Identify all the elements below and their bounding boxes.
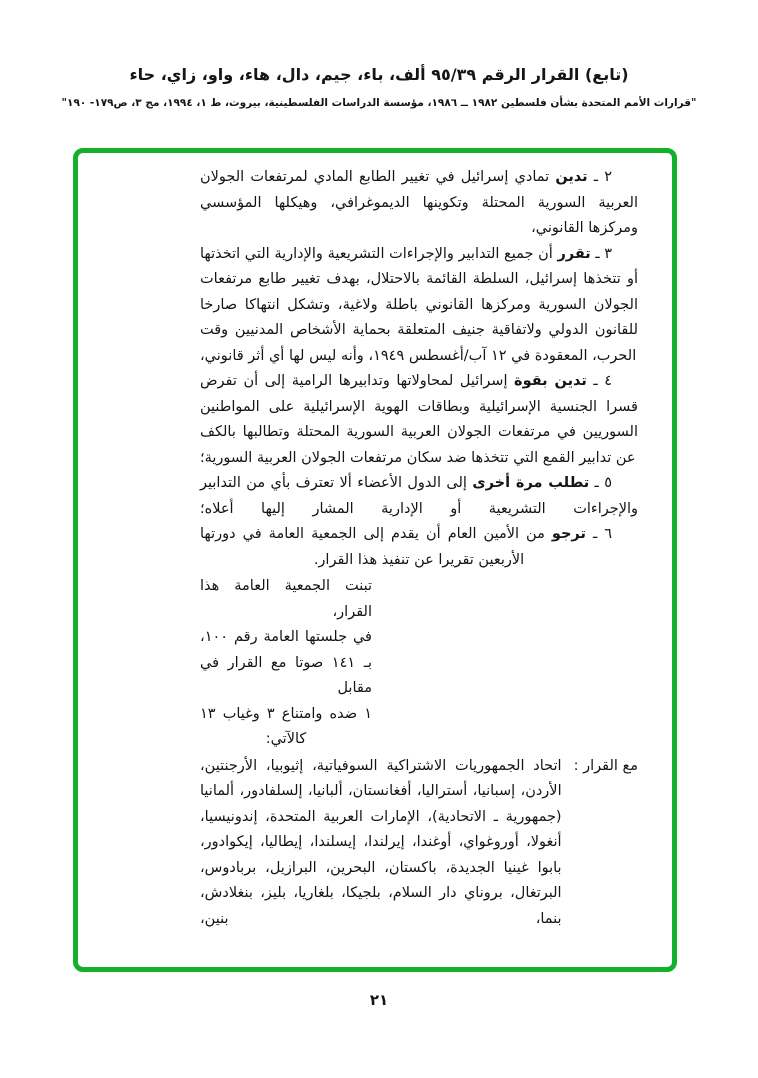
adoption-note-line: ١ ضده وامتناع ٣ وغياب ١٣ <box>200 705 373 722</box>
paragraph-lead: تدين <box>555 169 588 185</box>
paragraph-lead: تطلب مرة أخرى <box>472 475 590 491</box>
adoption-vote-note <box>200 574 372 753</box>
paragraph-number: ٢ ـ <box>593 169 612 185</box>
paragraph-lead: تقرر <box>557 245 591 262</box>
resolution-paragraph-3 <box>200 242 638 370</box>
vote-for-countries: اتحاد الجمهوريات الاشتراكية السوفياتية، إثيوبيا، الأرجنتين، الأردن، إسبانيا، أستراليا، أفغانستان، ألبانيا، إلسلفادور، ألمانيا (جمهورية ـ الاتحادية)، الإمارات العربية المتحدة، إندونيسيا، أنغولا، أوروغواي، أوغندا، إيرلندا، إيسلندا، إيطاليا، إيكوادور، بابوا غينيا الجديدة، باكستان، البحرين، البرازيل، بربادوس، البرتغال، بروناي دار السلام، بلجيكا، بلغاريا، بليز، بنغلادش، بنما، بنين، <box>200 757 562 927</box>
paragraph-text: من الأمين العام أن يقدم إلى الجمعية العامة في دورتها الأربعين تقريرا عن تنفيذ هذا القرار. <box>200 526 545 568</box>
resolution-frame <box>73 148 677 972</box>
resolution-body <box>200 165 638 932</box>
paragraph-number: ٥ ـ <box>594 475 612 491</box>
page-header <box>0 64 758 110</box>
paragraph-text: أن جميع التدابير والإجراءات التشريعية والإدارية التي اتخذتها أو تتخذها إسرائيل، السلطة القائمة بالاحتلال، بهدف تغيير طابع مرتفعات الجولان السورية ومركزها القانوني باطلة ولاغية، وتشكل انتهاكا صارخا للقانون الدولي ولاتفاقية جنيف المتعلقة بحماية الأشخاص المدنيين وقت الحرب، المعقودة في ١٢ آب/أغسطس ١٩٤٩، وأنه ليس لها أي أثر قانوني، <box>200 245 638 364</box>
adoption-note-line: بـ ١٤١ صوتا مع القرار في مقابل <box>200 654 372 696</box>
adoption-note-line: كالآتي: <box>265 731 307 747</box>
paragraph-text: تمادي إسرائيل في تغيير الطابع المادي لمرتفعات الجولان العربية السورية المحتلة وتكوينها الديموغرافي، وهيكلها المؤسسي ومركزها القانوني، <box>200 169 638 236</box>
paragraph-lead: ترجو <box>551 526 586 542</box>
adoption-note-line: تبنت الجمعية العامة هذا القرار، <box>200 578 372 620</box>
paragraph-number: ٣ ـ <box>595 245 613 262</box>
paragraph-text: إلى الدول الأعضاء ألا تعترف بأي من التدابير والإجراءات التشريعية أو الإدارية المشار إليها أعلاه؛ <box>200 475 638 517</box>
paragraph-lead: تدين بقوة <box>514 373 587 389</box>
page-number: ٢١ <box>369 991 389 1009</box>
resolution-paragraph-2 <box>200 165 638 242</box>
resolution-paragraph-5 <box>200 471 638 522</box>
resolution-title: (تابع) القرار الرقم ٩٥/٣٩ ألف، باء، جيم، دال، هاء، واو، زاي، حاء <box>129 65 629 84</box>
paragraph-number: ٦ ـ <box>592 526 613 542</box>
paragraph-number: ٤ ـ <box>593 373 613 389</box>
source-citation: "قرارات الأمم المتحدة بشأن فلسطين ١٩٨٢ ــ ١٩٨٦، مؤسسة الدراسات الفلسطينية، بيروت، ط ١، ١٩٩٤، مج ٣، ص١٧٩- ١٩٠" <box>61 97 697 109</box>
adoption-note-line: في جلستها العامة رقم ١٠٠، <box>200 629 372 645</box>
vote-for-label: مع القرار : <box>573 757 638 774</box>
paragraph-text: إسرائيل لمحاولاتها وتدابيرها الرامية إلى أن تفرض قسرا الجنسية الإسرائيلية وبطاقات الهوية الإسرائيلية على المواطنين السوريين في مرتفعات الجولان العربية السورية المحتلة وتطالبها بالكف عن تدابير القمع التي تتخذها ضد سكان مرتفعات الجولان العربية السورية؛ <box>200 373 638 466</box>
resolution-paragraph-4 <box>200 369 638 471</box>
resolution-paragraph-6 <box>200 522 638 573</box>
vote-for-row <box>200 754 638 933</box>
